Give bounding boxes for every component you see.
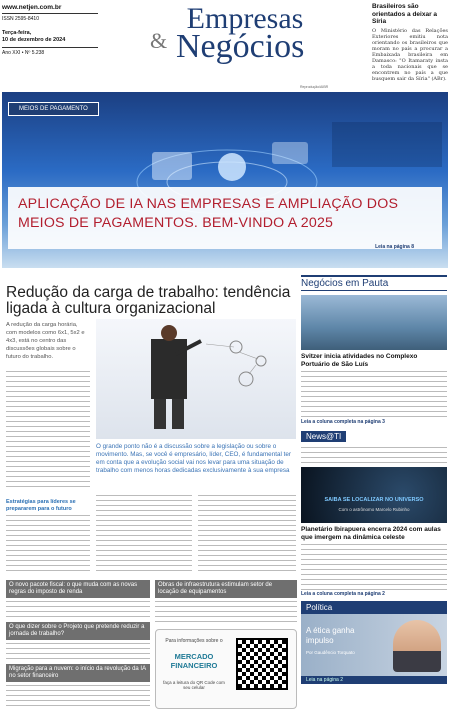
politica-box[interactable] bbox=[301, 614, 447, 676]
logo-bottom: Negócios bbox=[176, 28, 305, 65]
politica-headline: A ética ganha impulso bbox=[306, 626, 355, 645]
site-url[interactable]: www.netjen.com.br bbox=[2, 4, 62, 11]
banner[interactable] bbox=[2, 92, 448, 268]
qr-code[interactable] bbox=[236, 638, 288, 690]
politica-author: Por Gaudêncio Torquato bbox=[306, 650, 355, 655]
mercado-label: MERCADO FINANCEIRO bbox=[170, 652, 218, 670]
box1-title: O novo pacote fiscal: o que muda com as novas regras do imposto de renda bbox=[6, 580, 150, 598]
mercado-box[interactable] bbox=[155, 629, 297, 709]
box-jornada[interactable] bbox=[6, 622, 150, 662]
planet-title[interactable]: Planetário Ibirapuera encerra 2024 com aulas que imergem na dinâmica celeste bbox=[301, 526, 441, 541]
news-ad-text: SAIBA SE LOCALIZAR NO UNIVERSO bbox=[324, 497, 424, 503]
box4-title: Obras de infraestrutura estimulam setor de locação de equipamentos bbox=[155, 580, 297, 598]
banner-headline-box bbox=[8, 187, 442, 249]
planet-more[interactable]: Leia a coluna completa na página 2 bbox=[301, 591, 385, 597]
main-quote: O grande ponto não é a discussão sobre a legislação ou sobre o movimento. Mas, se você é empresário, líder, CEO, é fundamental ter em conta que a evolução social vai nos levar para uma situação de trabalho com menos horas dedicadas exclusivamente à sua empresa bbox=[96, 443, 291, 474]
main-text-col1 bbox=[6, 371, 90, 491]
issue-edition: Ano XXI • Nº 5.238 bbox=[2, 47, 98, 56]
banner-tag: MEIOS DE PAGAMENTO bbox=[8, 102, 99, 116]
box-pacote-fiscal[interactable] bbox=[6, 580, 150, 620]
politica-more[interactable]: Leia na página 2 bbox=[301, 676, 447, 684]
news-header[interactable]: News@TI bbox=[301, 431, 346, 442]
svitzer-photo bbox=[301, 295, 447, 350]
box2-title: O que dizer sobre o Projeto que pretende reduzir a jornada de trabalho? bbox=[6, 622, 150, 640]
main-title[interactable]: Redução da carga de trabalho: tendência ligada à cultura organizacional bbox=[6, 284, 291, 317]
author-photo bbox=[393, 620, 441, 672]
svitzer-more[interactable]: Leia a coluna completa na página 3 bbox=[301, 419, 385, 425]
issue-date: Terça-feira, 10 de dezembro de 2024 bbox=[2, 30, 66, 43]
main-text-col3 bbox=[198, 495, 296, 575]
main-text-col2 bbox=[96, 495, 192, 575]
news-ad[interactable] bbox=[301, 467, 447, 523]
negocios-header[interactable]: Negócios em Pauta bbox=[301, 275, 447, 291]
issn: ISSN 2595-8410 bbox=[2, 13, 98, 22]
svitzer-title[interactable]: Svitzer inicia atividades no Complexo Portuário de São Luís bbox=[301, 353, 418, 368]
main-photo bbox=[96, 319, 296, 439]
main-subhead: Estratégias para líderes se prepararem para o futuro bbox=[6, 499, 76, 512]
newspaper-logo bbox=[102, 4, 366, 66]
banner-headline: APLICAÇÃO DE IA NAS EMPRESAS E AMPLIAÇÃO DOS MEIOS DE PAGAMENTOS. BEM-VINDO A 2025 bbox=[18, 196, 399, 231]
box-infraestrutura[interactable] bbox=[155, 580, 297, 710]
masthead-left bbox=[2, 3, 98, 63]
mercado-qr-hint: faça a leitura do QR Code com seu celular bbox=[163, 680, 225, 690]
brief-text: O Ministério das Relações Exteriores emitiu nota orientando os brasileiros que moram no país a procurar a Embaixada brasileira em Damasco: "O Itamaraty insta a toda nacionais que se encontrem no país a que busquem sair da Síria" (ABr). bbox=[372, 27, 448, 82]
header-brief bbox=[372, 3, 448, 82]
main-article bbox=[6, 285, 296, 577]
politica-header[interactable]: Política bbox=[301, 601, 447, 614]
banner-read-more[interactable]: Leia na página 8 bbox=[375, 244, 414, 250]
businessman-illustration bbox=[96, 319, 296, 439]
mercado-info: Para informações sobre o bbox=[165, 638, 223, 644]
box3-title: Migração para a nuvem: o início da revolução da IA no setor financeiro bbox=[6, 664, 150, 682]
main-text-col1b bbox=[6, 515, 90, 575]
logo-amp: & bbox=[150, 28, 168, 53]
sidebar bbox=[301, 275, 447, 710]
header-credit: Reprodução/AIBR bbox=[300, 85, 329, 89]
box-nuvem[interactable] bbox=[6, 664, 150, 710]
main-lead: A redução da carga horária, com modelos como 6x1, 5x2 e 4x3, está no centro das discussões globais sobre o futuro do trabalho. bbox=[6, 322, 85, 360]
brief-title[interactable]: Brasileiros são orientados a deixar a Síria bbox=[372, 3, 438, 25]
logo-top: Empresas bbox=[186, 2, 304, 35]
news-ad-subtext: Com o astrônomo Marcelo Rubinho bbox=[338, 507, 410, 512]
